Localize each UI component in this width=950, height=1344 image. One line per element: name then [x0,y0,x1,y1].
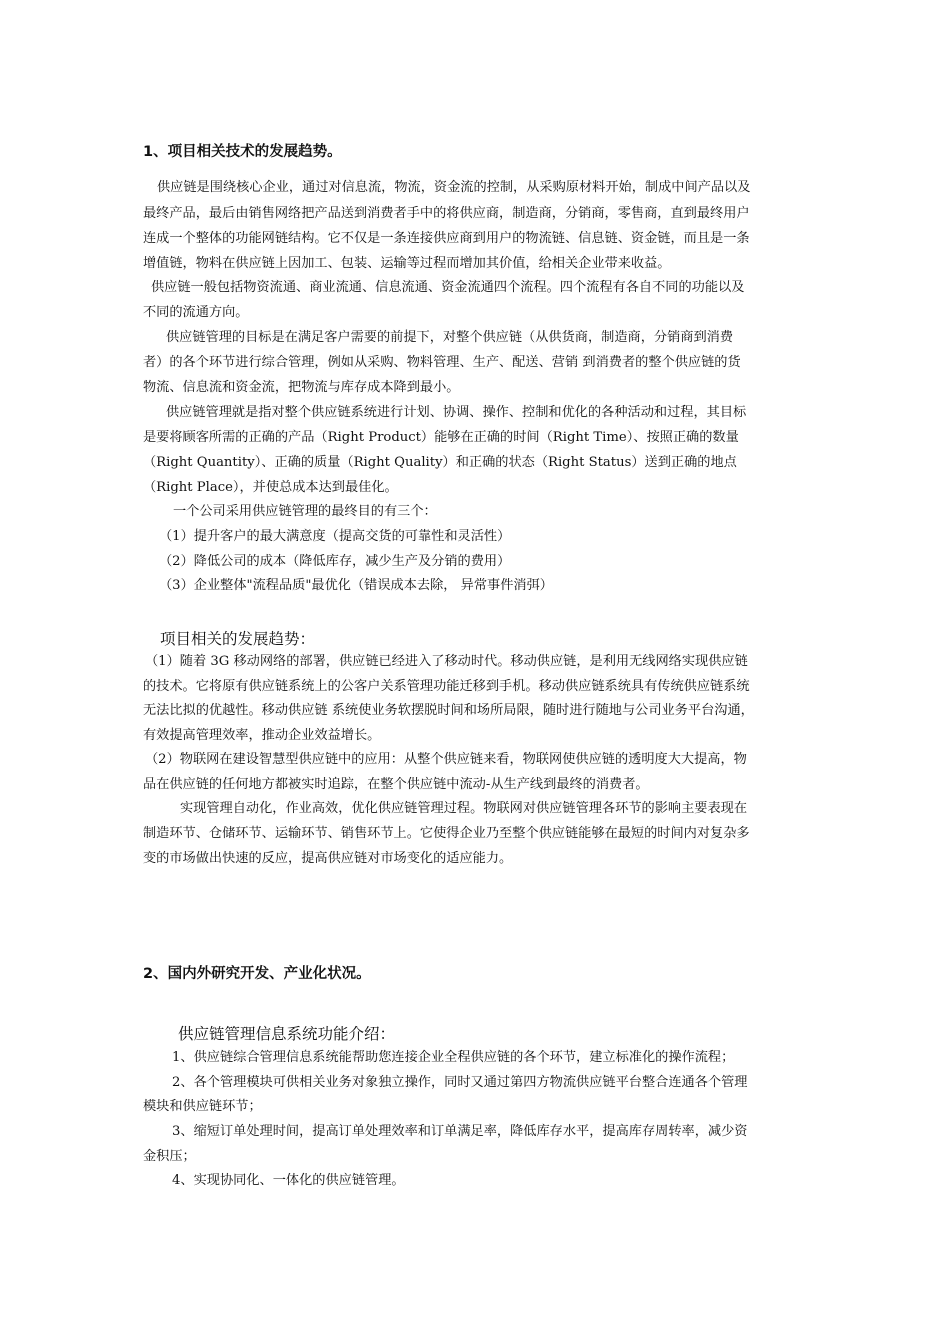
goal-item: （1）提升客户的最大满意度（提高交货的可靠性和灵活性） [159,529,511,544]
body-line: （Right Quantity）、正确的质量（Right Quality）和正确的状态（Right Status）送到正确的地点 [143,455,737,470]
section-2-heading: 2、国内外研究开发、产业化状况。 [143,966,371,982]
feature-item: 金积压； [143,1149,196,1164]
body-line: 增值链，物料在供应链上因加工、包装、运输等过程而增加其价值，给相关企业带来收益。 [143,256,671,271]
body-line: 不同的流通方向。 [143,305,249,320]
feature-heading: 供应链管理信息系统功能介绍： [178,1025,396,1043]
body-line: （2）物联网在建设智慧型供应链中的应用：从整个供应链来看，物联网使供应链的透明度大大提高，物 [145,752,747,767]
body-line: 物流、信息流和资金流，把物流与库存成本降到最小。 [143,380,460,395]
feature-item: 模块和供应链环节； [143,1099,262,1114]
body-line: 的技术。它将原有供应链系统上的公客户关系管理功能迁移到手机。移动供应链系统具有传统供应链系统 [143,679,750,694]
body-line: 最终产品，最后由销售网络把产品送到消费者手中的将供应商，制造商，分销商，零售商，直到最终用户 [143,206,750,221]
body-line: （1）随着 3G 移动网络的部署，供应链已经进入了移动时代。移动供应链，是利用无线网络实现供应链 [145,654,748,669]
feature-item: 1、供应链综合管理信息系统能帮助您连接企业全程供应链的各个环节，建立标准化的操作流程； [172,1050,735,1065]
body-line: 连成一个整体的功能网链结构。它不仅是一条连接供应商到用户的物流链、信息链、资金链，而且是一条 [143,231,750,246]
body-line: 供应链是围绕核心企业，通过对信息流，物流，资金流的控制，从采购原材料开始，制成中间产品以及 [157,180,751,195]
trend-heading: 项目相关的发展趋势： [160,630,316,648]
feature-item: 2、各个管理模块可供相关业务对象独立操作，同时又通过第四方物流供应链平台整合连通各个管理 [172,1075,748,1090]
body-line: 者）的各个环节进行综合管理，例如从采购、物料管理、生产、配送、营销 到消费者的整个供应链的货 [143,355,741,370]
body-line: （Right Place），并使总成本达到最佳化。 [143,480,398,495]
body-line: 无法比拟的优越性。移动供应链 系统使业务软摆脱时间和场所局限，随时进行随地与公司业务平台沟通， [143,703,754,718]
goal-item: （3）企业整体"流程品质"最优化（错误成本去除， 异常事件消弭） [159,578,553,593]
feature-item: 3、缩短订单处理时间，提高订单处理效率和订单满足率，降低库存水平，提高库存周转率，减少资 [172,1124,748,1139]
goal-item: （2）降低公司的成本（降低库存，减少生产及分销的费用） [159,554,511,569]
section-1-heading: 1、项目相关技术的发展趋势。 [143,144,342,160]
body-line: 品在供应链的任何地方都被实时追踪，在整个供应链中流动-从生产线到最终的消费者。 [143,777,649,792]
body-line: 供应链管理的目标是在满足客户需要的前提下，对整个供应链（从供货商，制造商，分销商到消费 [166,330,734,345]
body-line: 有效提高管理效率，推动企业效益增长。 [143,728,381,743]
body-line: 供应链管理就是指对整个供应链系统进行计划、协调、操作、控制和优化的各种活动和过程，其目标 [166,405,747,420]
body-line: 供应链一般包括物资流通、商业流通、信息流通、资金流通四个流程。四个流程有各自不同的功能以及 [151,280,745,295]
body-line: 是要将顾客所需的正确的产品（Right Product）能够在正确的时间（Right Time）、按照正确的数量 [143,430,739,445]
body-line: 一个公司采用供应链管理的最终目的有三个： [173,504,437,519]
body-line: 制造环节、仓储环节、运输环节、销售环节上。它使得企业乃至整个供应链能够在最短的时间内对复杂多 [143,826,750,841]
feature-item: 4、实现协同化、一体化的供应链管理。 [172,1173,405,1188]
body-line: 变的市场做出快速的反应，提高供应链对市场变化的适应能力。 [143,851,513,866]
body-line: 实现管理自动化，作业高效，优化供应链管理过程。物联网对供应链管理各环节的影响主要表现在 [180,801,748,816]
